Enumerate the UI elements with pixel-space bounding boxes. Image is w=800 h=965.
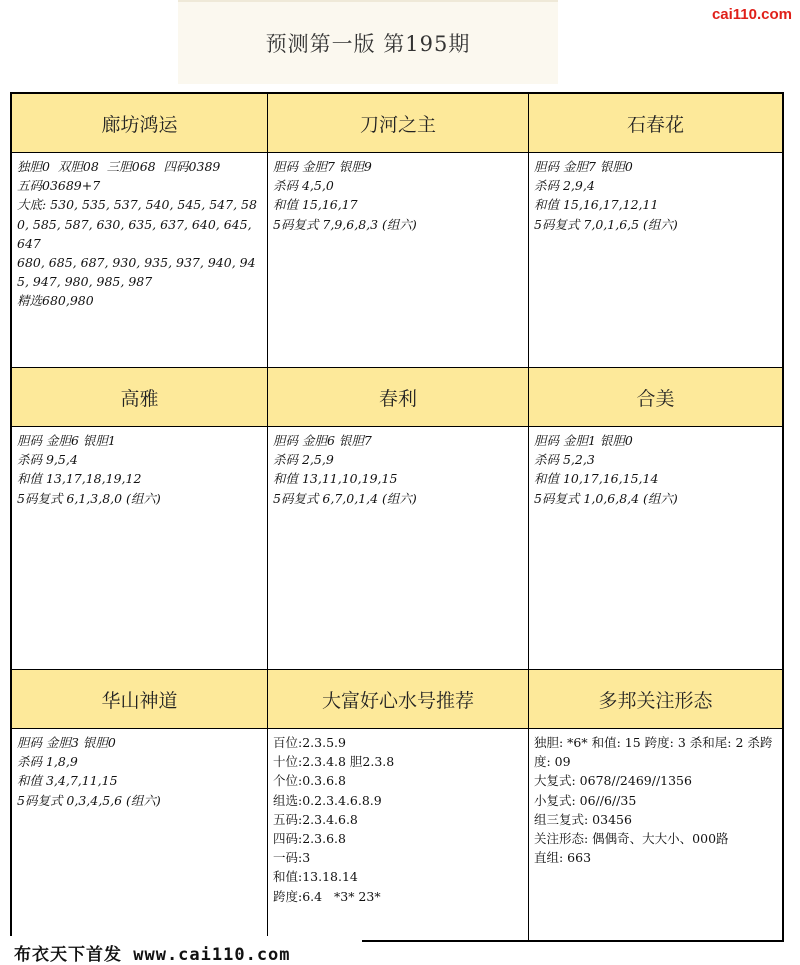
cell-title: 刀河之主 — [268, 94, 528, 153]
content-line: 和值 15,16,17 — [273, 197, 358, 213]
cell-title: 高雅 — [12, 368, 267, 427]
cell-title: 多邦关注形态 — [529, 670, 782, 729]
content-line: 组选:0.2.3.4.6.8.9 — [273, 792, 382, 808]
cell-content — [268, 153, 528, 234]
content-line: 5码复式 6,7,0,1,4 (组六) — [273, 490, 417, 506]
content-line: 关注形态: 偶偶奇、大大小、000路 — [534, 831, 729, 847]
content-line: 跨度:6.4 *3* 23* — [273, 888, 381, 904]
content-line: 和值 10,17,16,15,14 — [534, 471, 659, 487]
content-line: 胆码 金胆7 银胆0 — [534, 159, 633, 174]
content-line: 一码:3 — [273, 850, 311, 866]
content-line: 组三复式: 03456 — [534, 811, 632, 827]
prediction-grid — [10, 92, 784, 942]
cell-title: 大富好心水号推荐 — [268, 670, 528, 729]
cell-daohe-zhizhu — [268, 94, 529, 368]
content-line: 独胆0 双胆08 三胆068 四码0389 — [17, 159, 221, 174]
content-line: 和值:13.18.14 — [273, 869, 358, 885]
content-line: 杀码 9,5,4 — [17, 452, 78, 468]
content-line: 680, 685, 687, 930, 935, 937, 940, 945, 947, 980, 985, 987 — [17, 255, 256, 290]
content-line: 和值 13,17,18,19,12 — [17, 471, 142, 487]
content-line: 和值 3,4,7,11,15 — [17, 773, 118, 789]
content-line: 大复式: 0678//2469//1356 — [534, 773, 692, 789]
cell-content — [12, 153, 267, 311]
cell-huashan-shendao — [12, 670, 268, 940]
content-line: 小复式: 06//6//35 — [534, 792, 637, 808]
content-line: 杀码 1,8,9 — [17, 754, 78, 770]
content-line: 四码:2.3.6.8 — [273, 831, 346, 847]
cell-title: 华山神道 — [12, 670, 267, 729]
cell-chunli — [268, 368, 529, 670]
content-line: 5码复式 7,0,1,6,5 (组六) — [534, 216, 678, 232]
cell-gaoya — [12, 368, 268, 670]
cell-content — [529, 729, 782, 867]
cell-shi-chunhua — [529, 94, 782, 368]
content-line: 杀码 5,2,3 — [534, 452, 595, 468]
cell-hemei — [529, 368, 782, 670]
content-line: 五码:2.3.4.6.8 — [273, 811, 358, 827]
cell-title: 合美 — [529, 368, 782, 427]
cell-content — [12, 427, 267, 508]
content-line: 十位:2.3.4.8 胆2.3.8 — [273, 754, 395, 770]
content-line: 和值 13,11,10,19,15 — [273, 471, 398, 487]
content-line: 大底: 530, 535, 537, 540, 545, 547, 580, 585, 587, 630, 635, 637, 640, 645, 647 — [17, 197, 257, 251]
content-line: 5码复式 0,3,4,5,6 (组六) — [17, 792, 161, 808]
cell-duobang-xingtai — [529, 670, 782, 940]
cell-dafu-haoxinshui — [268, 670, 529, 940]
content-line: 和值 15,16,17,12,11 — [534, 197, 659, 213]
content-line: 胆码 金胆7 银胆9 — [273, 159, 372, 174]
content-line: 5码复式 6,1,3,8,0 (组六) — [17, 490, 161, 506]
content-line: 胆码 金胆1 银胆0 — [534, 433, 633, 448]
cell-title: 廊坊鸿运 — [12, 94, 267, 153]
content-line: 精选680,980 — [17, 293, 94, 309]
content-line: 5码复式 1,0,6,8,4 (组六) — [534, 490, 678, 506]
footer-watermark: 布衣天下首发 www.cai110.com — [14, 945, 291, 965]
cell-content — [268, 729, 528, 906]
cell-content — [529, 153, 782, 234]
cell-title: 春利 — [268, 368, 528, 427]
content-line: 胆码 金胆6 银胆1 — [17, 433, 116, 448]
content-line: 五码03689+7 — [17, 178, 101, 194]
cell-content — [268, 427, 528, 508]
cell-content — [529, 427, 782, 508]
cell-title: 石春花 — [529, 94, 782, 153]
content-line: 直组: 663 — [534, 850, 592, 866]
content-line: 胆码 金胆3 银胆0 — [17, 735, 116, 750]
content-line: 杀码 2,5,9 — [273, 452, 334, 468]
cell-langfang-hongyun — [12, 94, 268, 368]
content-line: 独胆: *6* 和值: 15 跨度: 3 杀和尾: 2 杀跨度: 09 — [534, 735, 773, 770]
page-title: 预测第一版 第195期 — [265, 32, 471, 56]
content-line: 百位:2.3.5.9 — [273, 735, 346, 750]
content-line: 杀码 4,5,0 — [273, 178, 334, 194]
content-line: 个位:0.3.6.8 — [273, 773, 346, 789]
content-line: 胆码 金胆6 银胆7 — [273, 433, 372, 448]
content-line: 杀码 2,9,4 — [534, 178, 595, 194]
cell-content — [12, 729, 267, 810]
site-watermark: cai110.com — [711, 6, 792, 23]
content-line: 5码复式 7,9,6,8,3 (组六) — [273, 216, 417, 232]
